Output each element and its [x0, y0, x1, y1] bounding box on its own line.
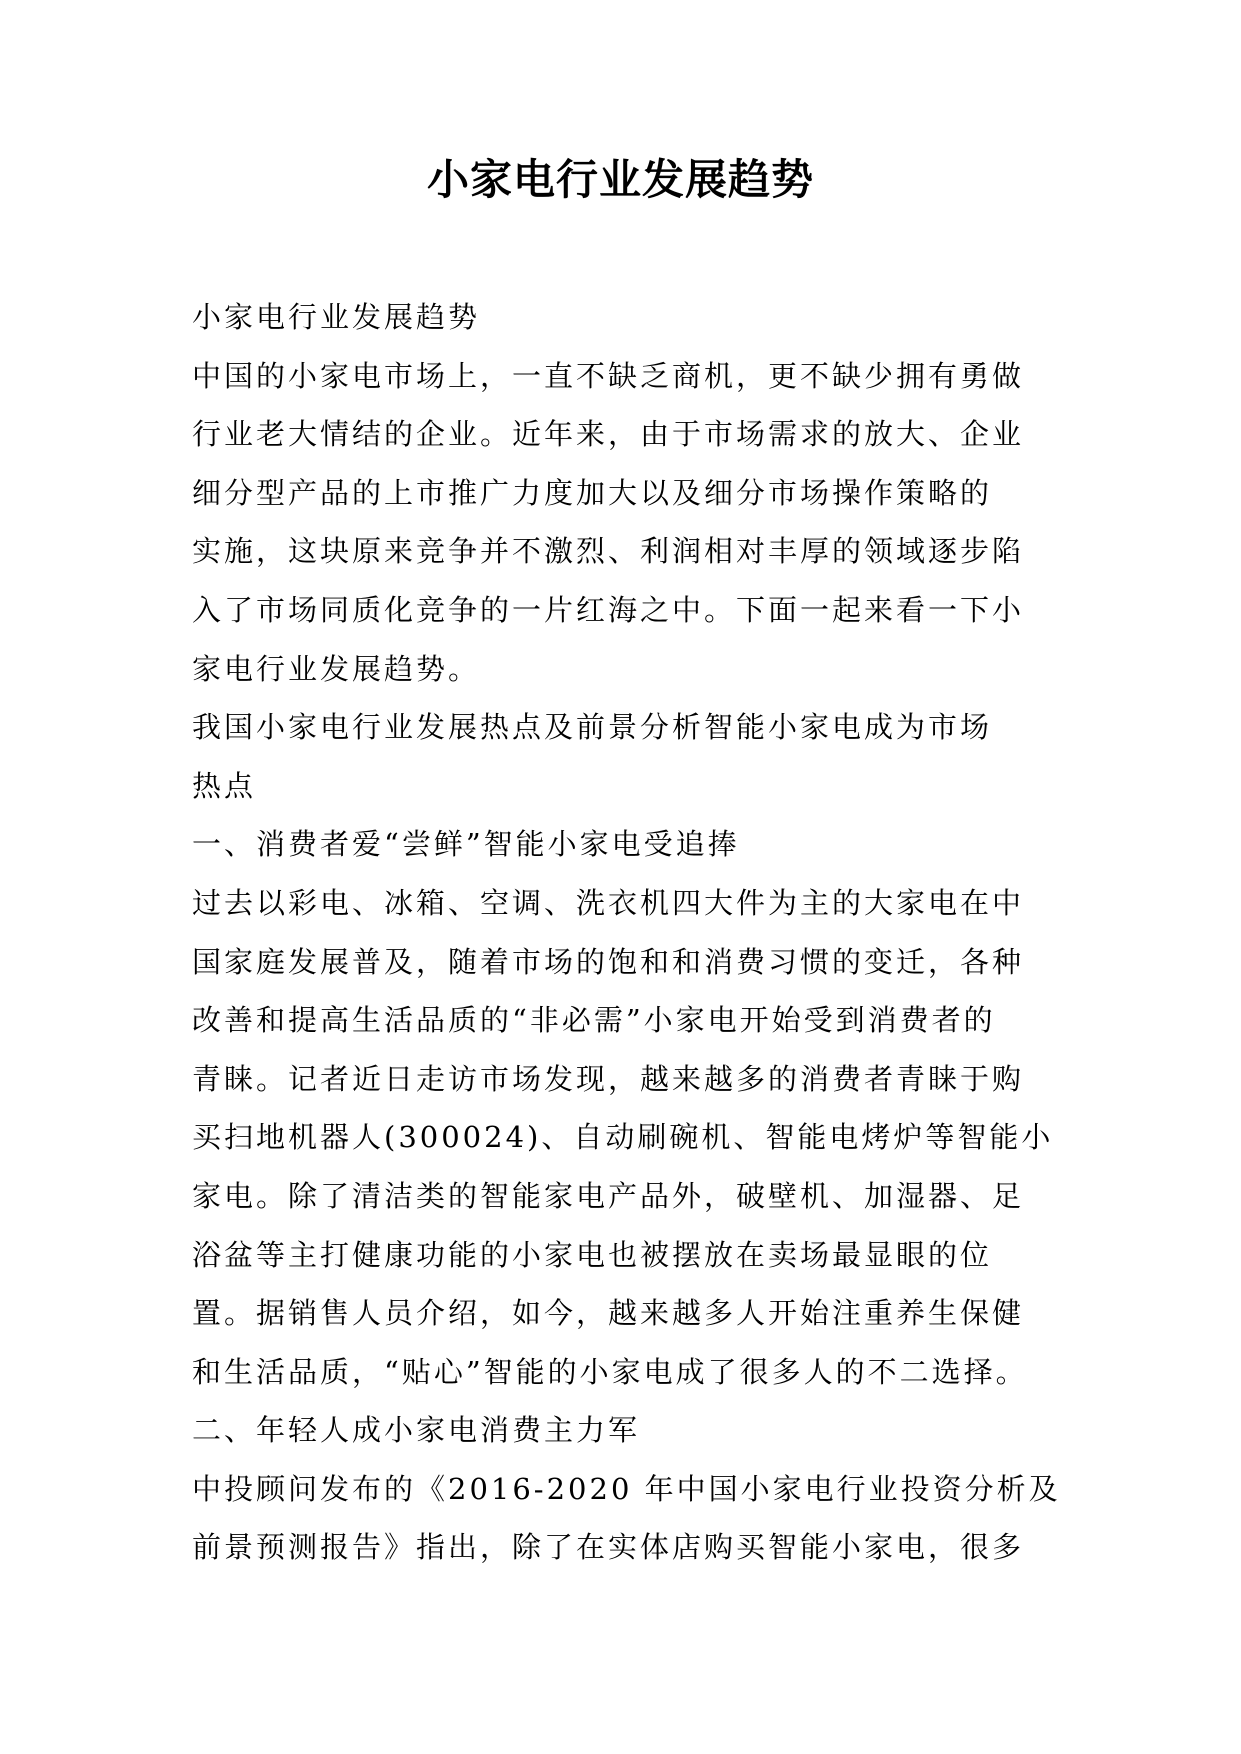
- text-line: 家电行业发展趋势。: [192, 651, 481, 686]
- text-line: 热点: [192, 768, 257, 803]
- document-body: [192, 288, 1062, 1577]
- text-line: 中国的小家电市场上，一直不缺乏商机，更不缺少拥有勇做: [192, 358, 1025, 393]
- text-line: 国家庭发展普及，随着市场的饱和和消费习惯的变迁，各种: [192, 944, 1025, 979]
- text-line: 中投顾问发布的《2016-2020 年中国小家电行业投资分析及: [192, 1471, 1061, 1506]
- document-title: 小家电行业发展趋势: [426, 155, 814, 204]
- text-line: 实施，这块原来竞争并不激烈、利润相对丰厚的领域逐步陷: [192, 534, 1025, 569]
- text-line: 细分型产品的上市推广力度加大以及细分市场操作策略的: [192, 475, 993, 510]
- text-line: 小家电行业发展趋势: [192, 300, 481, 334]
- text-line: 置。据销售人员介绍，如今，越来越多人开始注重养生保健: [192, 1296, 1025, 1331]
- text-line: 过去以彩电、冰箱、空调、洗衣机四大件为主的大家电在中: [192, 885, 1025, 920]
- text-line: 入了市场同质化竞争的一片红海之中。下面一起来看一下小: [192, 592, 1025, 627]
- text-line: 青睐。记者近日走访市场发现，越来越多的消费者青睐于购: [192, 1061, 1025, 1096]
- text-line: 一、消费者爱“尝鲜”智能小家电受追捧: [192, 827, 740, 862]
- text-line: 改善和提高生活品质的“非必需”小家电开始受到消费者的: [192, 1003, 996, 1038]
- text-line: 前景预测报告》指出，除了在实体店购买智能小家电，很多: [192, 1530, 1025, 1565]
- text-line: 我国小家电行业发展热点及前景分析智能小家电成为市场: [192, 710, 993, 745]
- text-line: 和生活品质，“贴心”智能的小家电成了很多人的不二选择。: [192, 1354, 1028, 1389]
- text-line: 家电。除了清洁类的智能家电产品外，破壁机、加湿器、足: [192, 1178, 1025, 1213]
- text-line: 买扫地机器人(300024)、自动刷碗机、智能电烤炉等智能小: [192, 1120, 1054, 1155]
- text-line: 浴盆等主打健康功能的小家电也被摆放在卖场最显眼的位: [192, 1237, 993, 1272]
- text-line: 行业老大情结的企业。近年来，由于市场需求的放大、企业: [192, 417, 1025, 452]
- text-line: 二、年轻人成小家电消费主力军: [192, 1413, 641, 1448]
